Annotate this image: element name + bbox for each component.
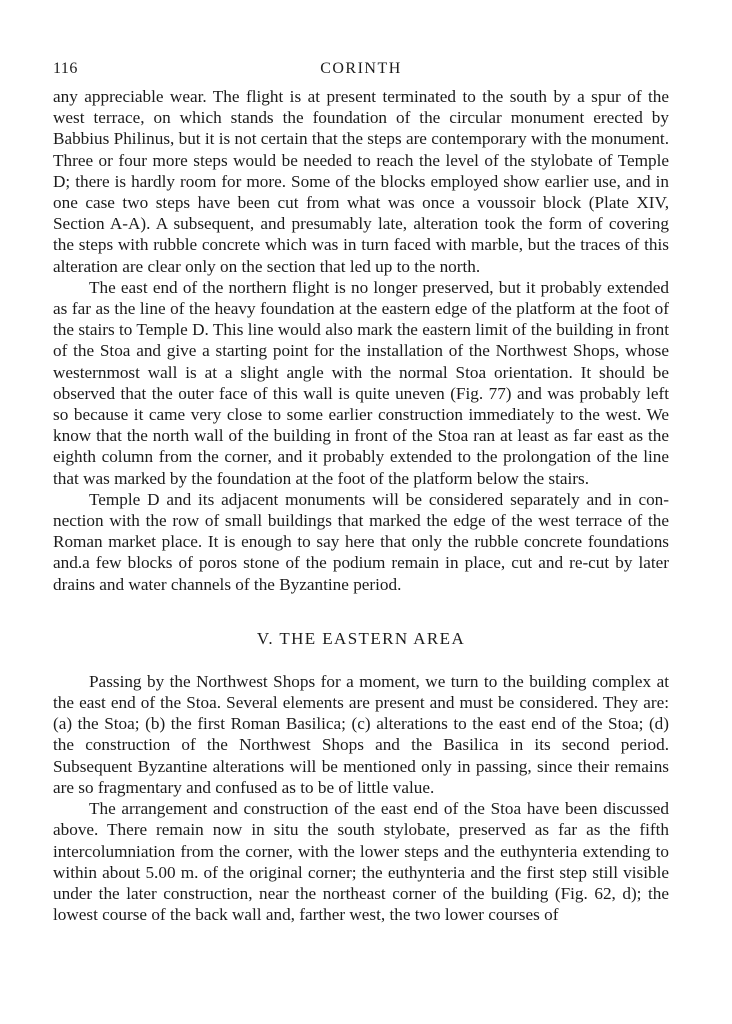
paragraph-northern-flight: The east end of the northern flight is no longer preserved, but it probably extended as far as the line of the heavy foundation at the eastern edge of the platform at the foot of the stairs to Temple D. This line would also mark the eastern limit of the building in front of the Stoa and give a starting point for the installation of the Northwest Shops, whose westernmost wall is at a slight angle with the normal Stoa orientation. It should be observed that the outer face of this wall is quite uneven (Fig. 77) and was probably left so because it came very close to some earlier construction immediately to the west. We know that the north wall of the building in front of the Stoa ran at least as far east as the eighth column from the corner, and it probably extended to the prolongation of the line that was marked by the foundation at the foot of the platform below the stairs. — [53, 277, 669, 488]
paragraph-continued: any appreciable wear. The flight is at present terminated to the south by a spur of the west terrace, on which stands the foundation of the circular monument erected by Babbius Philinus, but it is not certain that the steps are contemporary with the monument. Three or four more steps would be needed to reach the level of the stylobate of Temple D; there is hardly room for more. Some of the blocks employed show earlier use, and in one case two steps have been cut from what was once a voussoir block (Plate XIV, Section A-A). A subsequent, and presumably late, alteration took the form of covering the steps with rubble concrete which was in turn faced with marble, but the traces of this alteration are clear only on the section that led up to the north. — [53, 87, 669, 276]
paragraph-arrangement: The arrangement and construction of the east end of the Stoa have been discussed above. There remain now in situ the south stylobate, preserved as far as the fifth intercolumniation from the corner, with the lower steps and the euthynteria extending to within about 5.00 m. of the original corner; the euthynteria and the first step still visible under the later construction, near the northeast corner of the building (Fig. 62, d); the lowest course of the back wall and, farther west, the two lower courses of — [53, 799, 669, 925]
paragraph-temple-d: Temple D and its adjacent monuments will be considered separately and in connection with the row of small buildings that marked the edge of the west terrace of the Roman market place. It is enough to say here that only the rubble concrete foundations and.a few blocks of poros stone of the podium remain in place, cut and re-cut by later drains and water channels of the Byzantine period. — [53, 489, 669, 594]
running-head — [53, 52, 669, 86]
paragraph-passing-by: Passing by the Northwest Shops for a moment, we turn to the building complex at the east end of the Stoa. Several elements are present and must be considered. They are: (a) the Stoa; (b) the first Roman Basilica; (c) alterations to the east end of the Stoa; (d) the construction of the Northwest Shops and the Basilica in its second period. Subsequent Byzantine alterations will be mentioned only in passing, since their remains are so fragmentary and confused as to be of little value. — [53, 671, 669, 797]
section-heading: V. THE EASTERN AREA — [256, 628, 466, 648]
running-title: CORINTH — [320, 60, 402, 77]
document-page — [53, 52, 669, 925]
page-number: 116 — [53, 60, 78, 77]
